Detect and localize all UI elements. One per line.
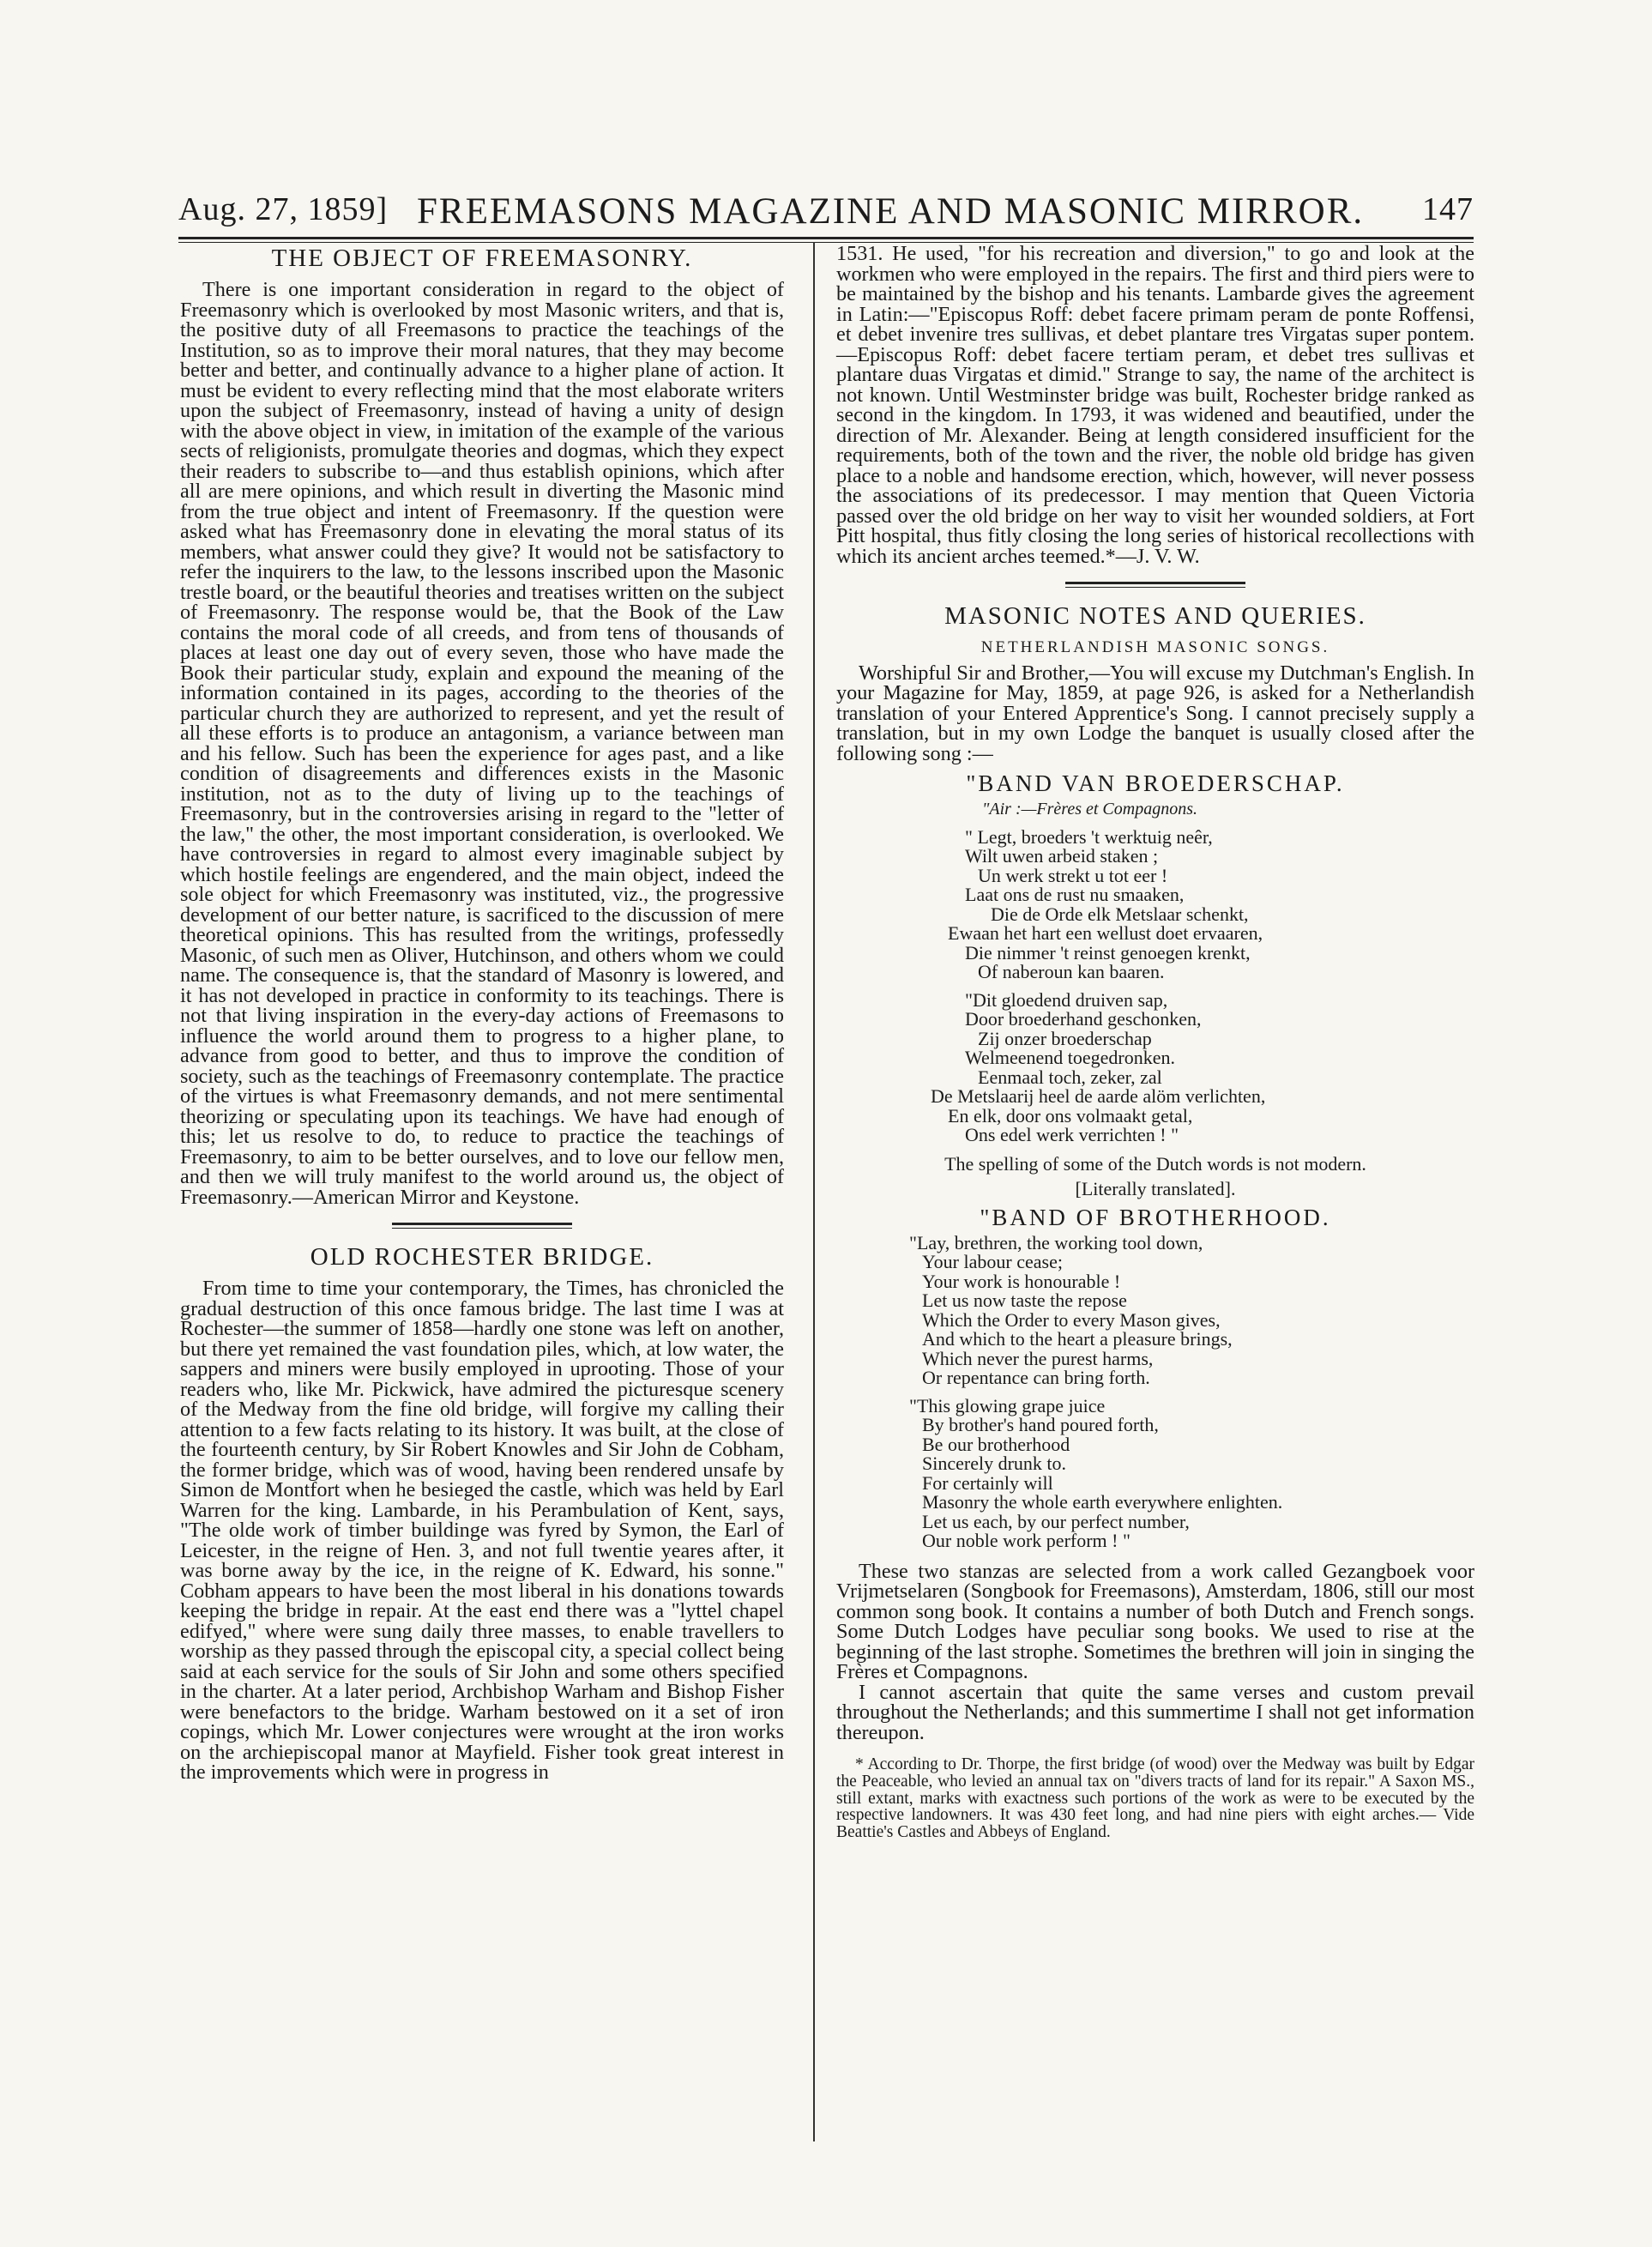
song-line: And which to the heart a pleasure brings, [922, 1328, 1233, 1350]
song-line: Wilt uwen arbeid staken ; [965, 845, 1159, 867]
song-line: En elk, door ons volmaakt getal, [948, 1104, 1193, 1127]
footnote-text: * According to Dr. Thorpe, the first bridge (of wood) over the Medway was built by Edgar the Peaceable, who levied an annual tax on "divers tracts of land for its repair." A Saxon MS., still extant, marks with exactness such portions of the work as were to be executed by the respective landowners. It was 430 feet long, and had nine piers with eight arches.— Vide Beattie's Castles and Abbeys of England. [836, 1755, 1474, 1842]
song-line: Our noble work perform ! " [922, 1530, 1130, 1551]
song-line: "This glowing grape juice [909, 1394, 1106, 1416]
left-column [180, 244, 784, 1783]
page-header [178, 190, 1474, 232]
song-verse [836, 825, 1474, 982]
song-verse [836, 988, 1474, 1145]
dutch-song [836, 770, 1474, 1145]
article-subheading: NETHERLANDISH MASONIC SONGS. [980, 638, 1330, 656]
song-verse [836, 1394, 1474, 1551]
section-separator [1065, 582, 1245, 588]
column-divider [813, 242, 815, 2141]
section-separator [392, 1223, 572, 1229]
letter-intro: Worshipful Sir and Brother,—You will excuse my Dutchman's English. In your Magazine for May, 1859, at page 926, is asked for a Netherlandish translation of your Entered Apprentice's Song. I cannot precisely supply a translation, but in my own Lodge the banquet is usually closed after the following song :— [836, 661, 1474, 765]
song-line: "Lay, brethren, the working tool down, [909, 1231, 1203, 1253]
song-title: "BAND VAN BROEDERSCHAP. [966, 770, 1345, 796]
magazine-title: FREEMASONS MAGAZINE AND MASONIC MIRROR. [417, 191, 1365, 232]
song-line: Ewaan het hart een wellust doet ervaaren, [948, 922, 1263, 944]
translation-label: [Literally translated]. [1075, 1178, 1236, 1199]
song-line: Let us now taste the repose [922, 1290, 1127, 1311]
article-heading-notes: MASONIC NOTES AND QUERIES. [944, 602, 1366, 630]
spelling-note: The spelling of some of the Dutch words is not modern. [944, 1152, 1366, 1175]
page-number: 147 [1422, 191, 1474, 227]
song-line: Welmeenend toegedronken. [965, 1047, 1176, 1068]
song-line: Your labour cease; [922, 1251, 1063, 1272]
song-line: Your work is honourable ! [922, 1270, 1121, 1292]
song-line: Of naberoun kan baaren. [978, 961, 1165, 982]
song-line: Zij onzer broederschap [978, 1027, 1152, 1049]
song-line: Be our brotherhood [922, 1433, 1070, 1455]
english-song [836, 1205, 1474, 1551]
issue-date: Aug. 27, 1859] [178, 191, 389, 227]
song-line: Eenmaal toch, zeker, zal [978, 1066, 1162, 1088]
song-line: Die de Orde elk Metslaar schenkt, [991, 903, 1249, 925]
song-verse [836, 1231, 1474, 1388]
song-line: Which the Order to every Mason gives, [922, 1308, 1221, 1331]
song-line: Laat ons de rust nu smaaken, [965, 884, 1185, 905]
song-line: For certainly will [922, 1471, 1053, 1494]
footnote [836, 1756, 1474, 1841]
song-line: Sincerely drunk to. [922, 1453, 1067, 1474]
right-column [836, 244, 1474, 1841]
song-line: Un werk strekt u tot eer ! [978, 864, 1168, 886]
article-heading-object: THE OBJECT OF FREEMASONRY. [271, 245, 693, 272]
article-heading-bridge: OLD ROCHESTER BRIDGE. [310, 1243, 654, 1271]
song-air: "Air :—Frères et Compagnons. [982, 800, 1197, 818]
song-line: Or repentance can bring forth. [922, 1367, 1150, 1388]
song-line: Masonry the whole earth everywhere enlighten. [922, 1491, 1283, 1513]
song-title: "BAND OF BROTHERHOOD. [980, 1204, 1331, 1230]
song-line: "Dit gloedend druiven sap, [965, 988, 1168, 1011]
article-paragraph: There is one important consideration in regard to the object of Freemasonry which is overlooked by most Masonic writers, and that is, the positive duty of all Freemasons to practice the teachings of the Institution, so as to improve their moral natures, that they may become better and better, and continually advance to a higher plane of action. It must be evident to every reflecting mind that the most elaborate writers upon the subject of Freemasonry, instead of having a unity of design with the above object in view, in imitation of the example of the various sects of religionists, promulgate theories and dogmas, which they expect their readers to subscribe to—and thus establish opinions, which after all are mere opinions, and which result in diverting the Masonic mind from the true object and intent of Freemasonry. If the question were asked what has Freemasonry done in elevating the moral status of its members, what answer could they give? It would not be satisfactory to refer the inquirers to the law, to the lessons inscribed upon the Masonic trestle board, or the beautiful theories and treatises written on the subject of Freemasonry. The response would be, that the Book of the Law contains the moral code of all creeds, and from tens of thousands of places at least one day out of every seven, those who have made the Book their particular study, explain and expound the meaning of the information contained in its pages, according to the theories of the particular church they are authorized to represent, and yet the result of all these efforts is to produce an antagonism, a variance between man and his fellow. Such has been the experience for ages past, and a like condition of disagreements and differences exists in the Masonic institution, not as to the duty of living up to the teachings of Freemasonry, but in the controversies arising in regard to the "letter of the law," the other, the most important consideration, is overlooked. We have controversies in regard to almost every imaginable subject by which hostile feelings are engendered, and the main object, indeed the sole object for which Freemasonry was instituted, viz., the progressive development of our better nature, is sacrificed to the discussion of mere theoretical opinions. This has resulted from the writings, professedly Masonic, of such men as Oliver, Hutchinson, and others whom we could name. The consequence is, that the standard of Masonry is lowered, and it has not developed in practice in conformity to its teachings. There is not that living inspiration in the every-day actions of Freemasons to influence the world around them to progress to a higher plane, to advance from good to better, and thus to improve the condition of society, such as the teachings of Freemasonry contemplate. The practice of the virtues is what Freemasonry demands, and not mere sentimental theorizing or speculating upon its teachings. We have had enough of this; let us resolve to do, to reduce to practice the teachings of Freemasonry, to aim to be better ourselves, and to love our fellow men, and then we will truly manifest to the world around us, the object of Freemasonry.—American Mirror and Keystone. [180, 278, 784, 1209]
song-line: Ons edel werk verrichten ! " [965, 1124, 1179, 1145]
closing-paragraph: I cannot ascertain that quite the same verses and custom prevail throughout the Netherlands; and this summertime I shall not get information thereupon. [836, 1680, 1474, 1744]
song-line: By brother's hand poured forth, [922, 1414, 1159, 1435]
article-paragraph: 1531. He used, "for his recreation and diversion," to go and look at the workmen who were employed in the repairs. The first and third piers were to be maintained by the bishop and his tenants. Lambarde gives the agreement in Latin:—"Episcopus Roff: debet facere primam peram de ponte Roffensi, et debet invenire tres sullivas, et debet plantare tres Virgatas super pontem. —Episcopus Roff: debet facere tertiam peram, et debet tres sullivas et plantare duas Virgatas et dimid." Strange to say, the name of the architect is not known. Until Westminster bridge was built, Rochester bridge ranked as second in the kingdom. In 1793, it was widened and beautified, under the direction of Mr. Alexander. Being at length considered insufficient for the requirements, both of the town and the river, the noble old bridge has given place to a noble and handsome erection, which, however, will never possess the associations of its predecessor. I may mention that Queen Victoria passed over the old bridge on her way to visit her wounded soldiers, at Fort Pitt hospital, thus fitly closing the long series of historical recollections with which its ancient arches teemed.*—J. V. W. [836, 242, 1474, 568]
song-line: " Legt, broeders 't werktuig neêr, [965, 825, 1213, 848]
song-line: Which never the purest harms, [922, 1347, 1154, 1369]
closing-paragraph: These two stanzas are selected from a work called Gezangboek voor Vrijmetselaren (Songbook for Freemasons), Amsterdam, 1806, still our most common song book. It contains a number of both Dutch and French songs. Some Dutch Lodges have peculiar song books. We used to rise at the beginning of the last strophe. Sometimes the brethren will join in singing the Frères et Compagnons. [836, 1559, 1474, 1683]
song-line: Let us each, by our perfect number, [922, 1510, 1190, 1532]
article-paragraph: From time to time your contemporary, the Times, has chronicled the gradual destruction of this once famous bridge. The last time I was at Rochester—the summer of 1858—hardly one stone was left on another, but there yet remained the vast foundation piles, which, at low water, the sappers and miners were busily employed in uprooting. Those of your readers who, like Mr. Pickwick, have admired the picturesque scenery of the Medway from the fine old bridge, will forgive my calling their attention to a few facts relating to its history. It was built, at the close of the fourteenth century, by Sir Robert Knowles and Sir John de Cobham, the former bridge, which was of wood, having been rendered unsafe by Simon de Montfort when he besieged the castle, which was held by Earl Warren for the king. Lambarde, in his Perambulation of Kent, says, "The olde work of timber buildinge was fyred by Symon, the Earl of Leicester, in the reigne of Hen. 3, and not full twentie yeares after, it was borne away by the ice, in the reigne of K. Edward, his sonne." Cobham appears to have been the most liberal in his donations towards keeping the bridge in repair. At the east end there was a "lyttel chapel edifyed," where were sung daily three masses, to enable travellers to worship as they passed through the episcopal city, a special collect being said at each service for the souls of Sir John and some others specified in the charter. At a later period, Archbishop Warham and Bishop Fisher were benefactors to the bridge. Warham bestowed on it a set of iron copings, which Mr. Lower conjectures were wrought at the iron works on the archiepiscopal manor at Mayfield. Fisher took great interest in the improvements which were in progress in [180, 1277, 784, 1784]
song-line: De Metslaarij heel de aarde alöm verlichten, [931, 1085, 1266, 1107]
song-line: Door broederhand geschonken, [965, 1008, 1202, 1030]
song-line: Die nimmer 't reinst genoegen krenkt, [965, 941, 1251, 963]
